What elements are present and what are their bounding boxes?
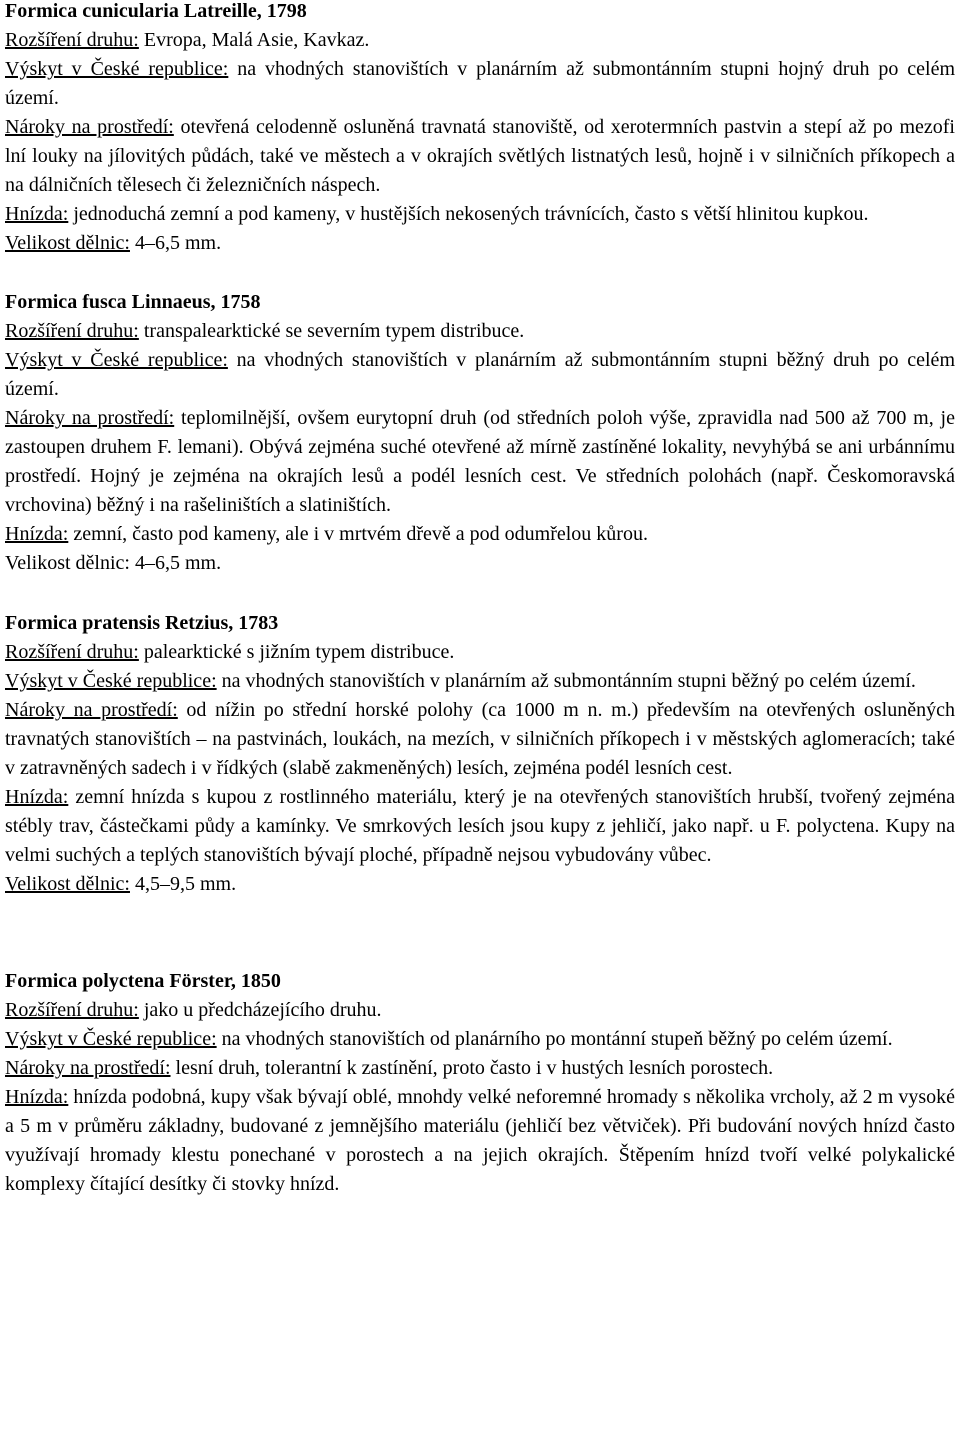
section-text: Evropa, Malá Asie, Kavkaz.: [138, 29, 370, 51]
section-worker-size: [5, 549, 955, 578]
section-label: Hnízda:: [5, 786, 69, 808]
section-label: Nároky na prostředí:: [5, 699, 178, 721]
section-habitat: [5, 696, 955, 783]
section-text: na vhodných stanovištích v planárním až submontánním stupni hojný druh po celém území.: [5, 58, 955, 109]
section-text: lesní druh, tolerantní k zastínění, proto často i v hustých lesních porostech.: [170, 1057, 774, 1079]
section-label: Velikost dělnic:: [5, 873, 130, 895]
section-text: hnízda podobná, kupy však bývají oblé, mnohdy velké neforemné hromady s několika vrcholy, až 2 m vysoké a 5 m v průměru základny, budované z jemnějšího materiálu (jehličí bez větviček). Při budování nových hnízd často využívají hromady klestu ponechané v porostech a na jejich okrajích. Štěpením hnízd tvoří velké polykalické komplexy čítající desítky či stovky hnízd.: [5, 1086, 955, 1195]
section-spacer: [5, 258, 955, 288]
section-label: Výskyt v České republice:: [5, 670, 217, 692]
section-habitat: [5, 1054, 955, 1083]
section-text: 4,5–9,5 mm.: [129, 873, 237, 895]
section-text: Velikost dělnic: 4–6,5 mm.: [5, 552, 222, 574]
section-text: 4–6,5 mm.: [129, 232, 222, 254]
section-text: zemní, často pod kameny, ale i v mrtvém dřevě a pod odumřelou kůrou.: [68, 523, 648, 545]
section-label: Rozšíření druhu:: [5, 29, 139, 51]
section-label: Rozšíření druhu:: [5, 999, 139, 1021]
section-nests: [5, 520, 955, 549]
species-title: Formica fusca Linnaeus, 1758: [5, 291, 261, 313]
section-text: palearktické s jižním typem distribuce.: [138, 641, 455, 663]
section-worker-size: [5, 229, 955, 258]
section-text: na vhodných stanovištích v planárním až submontánním stupni běžný po celém území.: [216, 670, 916, 692]
species-entry: [5, 967, 955, 1199]
section-label: Nároky na prostředí:: [5, 407, 175, 429]
section-nests: [5, 783, 955, 870]
section-label: Nároky na prostředí:: [5, 1057, 171, 1079]
section-label: Velikost dělnic:: [5, 232, 130, 254]
section-label: Rozšíření druhu:: [5, 320, 139, 342]
section-spacer: [5, 578, 955, 609]
section-text: transpalearktické se severním typem distribuce.: [138, 320, 525, 342]
section-distribution: [5, 638, 955, 667]
section-label: Výskyt v České republice:: [5, 1028, 217, 1050]
section-label: Hnízda:: [5, 523, 69, 545]
section-habitat: [5, 404, 955, 520]
section-label: Nároky na prostředí:: [5, 116, 174, 138]
species-title: Formica pratensis Retzius, 1783: [5, 612, 279, 634]
species-entry: [5, 609, 955, 899]
section-nests: [5, 200, 955, 229]
species-entry: [5, 0, 955, 258]
section-habitat: [5, 113, 955, 200]
section-distribution: [5, 317, 955, 346]
section-text: na vhodných stanovištích v planárním až submontánním stupni běžný druh po celém území.: [5, 349, 955, 400]
section-label: Výskyt v České republice:: [5, 349, 228, 371]
section-worker-size: [5, 870, 955, 899]
section-label: Hnízda:: [5, 1086, 69, 1108]
section-occurrence: [5, 667, 955, 696]
section-text: zemní hnízda s kupou z rostlinného materiálu, který je na otevřených stanovištích hrubší, tvořený zejména stébly trav, částečkami půdy a kamínky. Ve smrkových lesích jsou kupy z jehličí, jako např. u F. polyctena. Kupy na velmi suchých a teplých stanovištích bývají ploché, případně nejsou vybudovány vůbec.: [5, 786, 955, 866]
section-text: jako u předcházejícího druhu.: [138, 999, 382, 1021]
species-entry: [5, 288, 955, 578]
section-distribution: [5, 26, 955, 55]
section-text: od nížin po střední horské polohy (ca 1000 m n. m.) především na otevřených osluněných travnatých stanovištích – na pastvinách, loukách, na mezích, v silničních příkopech i v městských aglomeracích; také v zatravněných sadech i v řídkých (slabě zakmeněných) lesích, zejména podél lesních cest.: [5, 699, 955, 779]
species-title: Formica cunicularia Latreille, 1798: [5, 0, 307, 22]
section-text: teplomilnější, ovšem eurytopní druh (od středních poloh výše, zpravidla nad 500 až 700 m, je zastoupen druhem F. lemani). Obývá zejména suché otevřené až mírně zastíněné lokality, nevyhýbá se ani urbánnímu prostředí. Hojný je zejména na okrajích lesů a podél lesních cest. Ve středních polohách (např. Českomoravská vrchovina) běžný i na rašeliništích a slatiništích.: [5, 407, 955, 516]
section-label: Hnízda:: [5, 203, 69, 225]
species-title: Formica polyctena Förster, 1850: [5, 970, 281, 992]
section-occurrence: [5, 1025, 955, 1054]
section-text: na vhodných stanovištích od planárního po montánní stupeň běžný po celém území.: [216, 1028, 893, 1050]
section-text: otevřená celodenně osluněná travnatá stanoviště, od xerotermních pastvin a stepí až po mezofi lní louky na jílovitých půdách, také ve městech a v okrajích světlých listnatých lesů, hojně i v silničních příkopech a na dálničních tělesech či železničních náspech.: [5, 116, 955, 196]
section-occurrence: [5, 55, 955, 113]
section-spacer: [5, 899, 955, 967]
section-label: Rozšíření druhu:: [5, 641, 139, 663]
section-label: Výskyt v České republice:: [5, 58, 229, 80]
section-nests: [5, 1083, 955, 1199]
section-distribution: [5, 996, 955, 1025]
section-occurrence: [5, 346, 955, 404]
section-text: jednoduchá zemní a pod kameny, v hustějších nekosených trávnících, často s větší hlinitou kupkou.: [68, 203, 869, 225]
